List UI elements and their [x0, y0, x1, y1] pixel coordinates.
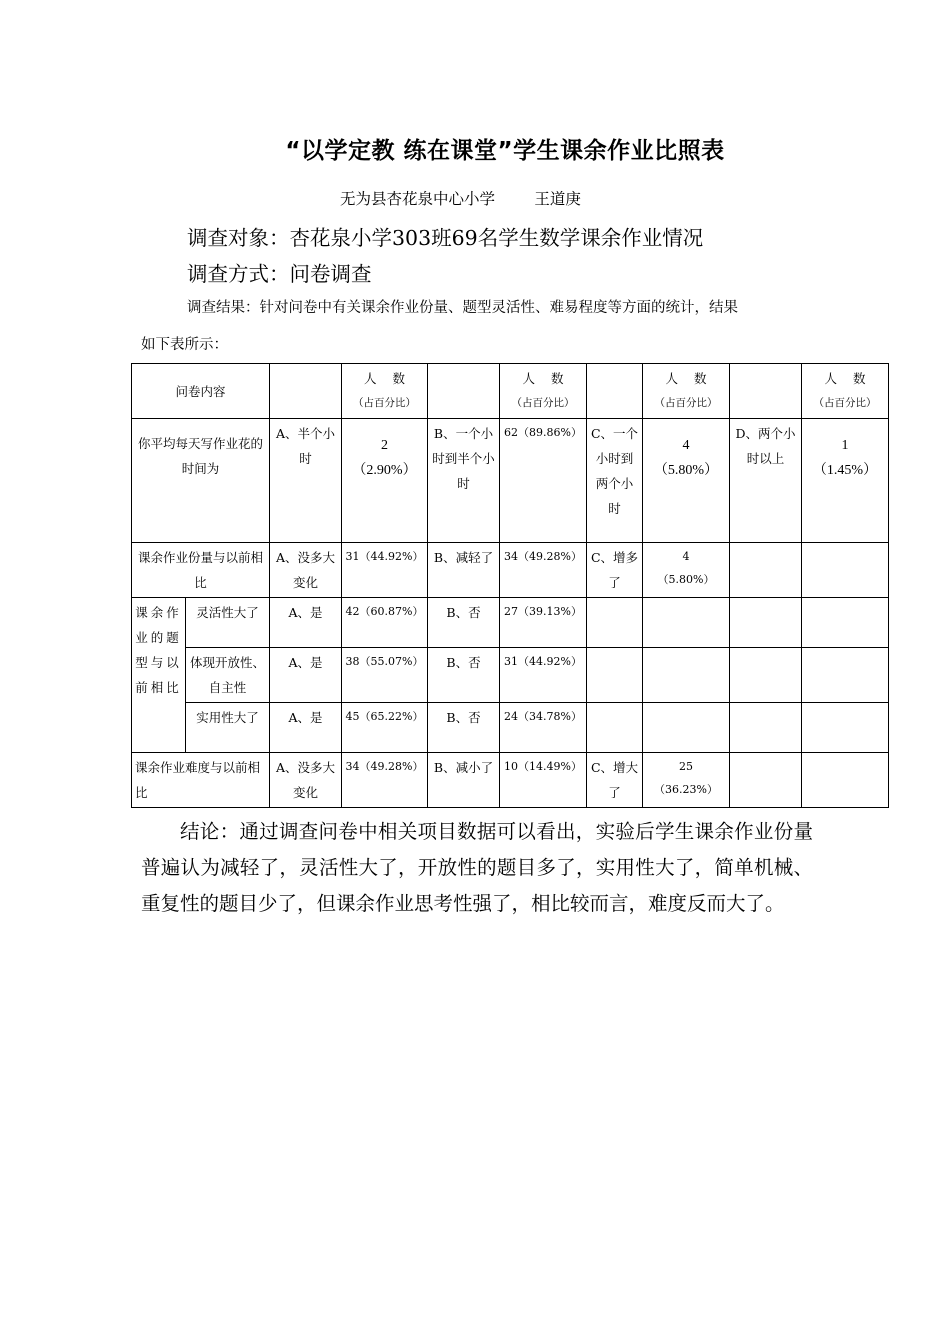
- count-cell: 42（60.87%）: [342, 598, 428, 648]
- survey-result-line-2: 如下表所示：: [141, 337, 228, 353]
- count-cell: [643, 753, 730, 808]
- option-cell: A、没多大变化: [270, 753, 342, 808]
- question-cell: 课余作业份量与以前相比: [132, 543, 270, 598]
- count-cell: 31（44.92%）: [500, 648, 587, 703]
- header-count-cell: [643, 364, 730, 419]
- header-content-cell: 问卷内容: [132, 364, 270, 419]
- header-count-cell: [500, 364, 587, 419]
- option-cell: C、一个小时到两个小时: [587, 419, 643, 543]
- document-title: “以学定教 练在课堂”学生课余作业比照表: [285, 138, 725, 164]
- header-count-cell: [802, 364, 889, 419]
- count-cell: 38（55.07%）: [342, 648, 428, 703]
- count-percent: （5.80%）: [653, 463, 719, 478]
- header-count-label: 人 数: [665, 371, 707, 386]
- empty-cell: [587, 703, 643, 753]
- empty-cell: [587, 598, 643, 648]
- count-cell: 62（89.86%）: [500, 419, 587, 543]
- empty-cell: [730, 648, 802, 703]
- option-cell: B、否: [428, 598, 500, 648]
- empty-cell: [643, 598, 730, 648]
- count-value: 25: [679, 760, 693, 773]
- table-row-difficulty: [132, 753, 889, 808]
- option-cell: B、减小了: [428, 753, 500, 808]
- survey-result-line-1: 调查结果：针对问卷中有关课余作业份量、题型灵活性、难易程度等方面的统计，结果: [187, 300, 738, 316]
- count-cell: 27（39.13%）: [500, 598, 587, 648]
- count-percent: （2.90%）: [352, 463, 417, 478]
- option-cell: A、是: [270, 648, 342, 703]
- empty-cell: [730, 753, 802, 808]
- option-cell: C、增大了: [587, 753, 643, 808]
- count-cell: [802, 419, 889, 543]
- header-count-sub: （占百分比）: [511, 397, 575, 409]
- header-count-label: 人 数: [522, 371, 564, 386]
- header-blank-cell: [270, 364, 342, 419]
- option-cell: A、是: [270, 598, 342, 648]
- header-blank-cell: [587, 364, 643, 419]
- header-blank-cell: [428, 364, 500, 419]
- option-cell: D、两个小时以上: [730, 419, 802, 543]
- conclusion-block: [141, 814, 813, 922]
- empty-cell: [802, 543, 889, 598]
- option-cell: A、没多大变化: [270, 543, 342, 598]
- empty-cell: [730, 543, 802, 598]
- author-line: 无为县杏花泉中心小学 王道庚: [340, 190, 581, 208]
- header-count-label: 人 数: [364, 371, 405, 386]
- count-cell: [342, 419, 428, 543]
- question-cell: 你平均每天写作业花的时间为: [132, 419, 270, 543]
- table-header-row: [132, 364, 889, 419]
- question-group-cell: 课余作业的题型与以前相比: [132, 598, 186, 753]
- question-cell: 课余作业难度与以前相比: [132, 753, 270, 808]
- header-count-label: 人 数: [824, 371, 866, 386]
- header-count-sub: （占百分比）: [353, 397, 416, 409]
- option-cell: B、否: [428, 648, 500, 703]
- survey-table: [131, 363, 889, 808]
- count-percent: （36.23%）: [654, 783, 718, 796]
- table-row-time-spent: [132, 419, 889, 543]
- option-cell: B、减轻了: [428, 543, 500, 598]
- empty-cell: [730, 703, 802, 753]
- count-cell: 34（49.28%）: [342, 753, 428, 808]
- empty-cell: [802, 648, 889, 703]
- empty-cell: [587, 648, 643, 703]
- count-cell: 10（14.49%）: [500, 753, 587, 808]
- option-cell: A、半个小时: [270, 419, 342, 543]
- sub-question-cell: 灵活性大了: [186, 598, 270, 648]
- count-value: 4: [682, 438, 690, 453]
- count-cell: [643, 543, 730, 598]
- table-row-openness: [132, 648, 889, 703]
- empty-cell: [643, 703, 730, 753]
- count-value: 4: [682, 550, 690, 563]
- table-row-practicality: [132, 703, 889, 753]
- empty-cell: [730, 598, 802, 648]
- sub-question-cell: 实用性大了: [186, 703, 270, 753]
- sub-question-cell: 体现开放性、自主性: [186, 648, 270, 703]
- option-cell: B、否: [428, 703, 500, 753]
- survey-method: 调查方式：问卷调查: [187, 262, 372, 286]
- option-cell: C、增多了: [587, 543, 643, 598]
- header-count-cell: [342, 364, 428, 419]
- count-cell: 31（44.92%）: [342, 543, 428, 598]
- option-cell: B、一个小时到半个小时: [428, 419, 500, 543]
- empty-cell: [643, 648, 730, 703]
- table-row-flexibility: [132, 598, 889, 648]
- count-cell: 34（49.28%）: [500, 543, 587, 598]
- empty-cell: [802, 598, 889, 648]
- count-cell: 24（34.78%）: [500, 703, 587, 753]
- count-value: 2: [381, 438, 388, 453]
- empty-cell: [802, 703, 889, 753]
- count-percent: （5.80%）: [657, 573, 715, 586]
- header-count-sub: （占百分比）: [654, 397, 718, 409]
- count-value: 1: [841, 438, 849, 453]
- conclusion-paragraph: 结论：通过调查问卷中相关项目数据可以看出，实验后学生课余作业份量普遍认为减轻了，灵活性大了，开放性的题目多了，实用性大了，简单机械、重复性的题目少了，但课余作业思考性强了，相比较而言，难度反而大了。: [141, 820, 813, 915]
- count-cell: [643, 419, 730, 543]
- count-percent: （1.45%）: [812, 463, 878, 478]
- survey-target: 调查对象：杏花泉小学303班69名学生数学课余作业情况: [187, 226, 704, 250]
- option-cell: A、是: [270, 703, 342, 753]
- empty-cell: [802, 753, 889, 808]
- count-cell: 45（65.22%）: [342, 703, 428, 753]
- header-blank-cell: [730, 364, 802, 419]
- table-row-amount: [132, 543, 889, 598]
- header-count-sub: （占百分比）: [813, 397, 877, 409]
